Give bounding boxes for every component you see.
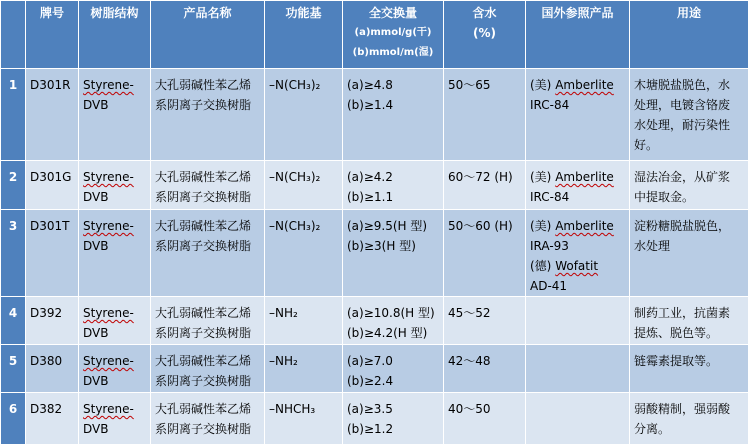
- structure-line: Styrene-: [83, 303, 146, 323]
- foreign-brand: Amberlite: [555, 170, 614, 184]
- cell-brand: D301G: [26, 161, 79, 210]
- capacity-line: (a)≥9.5(H 型): [347, 216, 439, 236]
- product-name-line: 系阴离子交换树脂: [155, 95, 260, 115]
- usage-line: 弱酸精制，强弱酸: [634, 399, 744, 419]
- foreign-brand: Wofatit: [555, 259, 598, 273]
- cell-usage: [630, 345, 748, 393]
- cell-foreign-product: [526, 345, 630, 393]
- foreign-product-line: [530, 187, 625, 207]
- capacity-line: (a)≥10.8(H 型): [347, 303, 439, 323]
- foreign-product-line: [530, 167, 625, 187]
- usage-line: 中提取金。: [634, 187, 744, 207]
- cell-foreign-product: [526, 210, 630, 297]
- structure-line: Styrene-: [83, 351, 146, 371]
- header-capacity-b: (b)mmol/m(湿): [347, 43, 439, 63]
- table-row: [1, 210, 748, 297]
- cell-water-content: 45～52: [444, 297, 526, 345]
- table-row: [1, 345, 748, 393]
- foreign-origin: (美): [530, 170, 551, 184]
- cell-water-content: 60～72 (H): [444, 161, 526, 210]
- cell-water-content: 50～60 (H): [444, 210, 526, 297]
- usage-line: 水处理: [634, 236, 744, 256]
- cell-usage: [630, 69, 748, 161]
- structure-line: DVB: [83, 323, 146, 343]
- cell-product-name: [151, 210, 265, 297]
- header-capacity-a: (a)mmol/g(干): [347, 23, 439, 43]
- cell-brand: D382: [26, 393, 79, 445]
- capacity-line: (b)≥1.2: [347, 419, 439, 439]
- capacity-line: (b)≥2.4: [347, 371, 439, 391]
- product-name-line: 系阴离子交换树脂: [155, 187, 260, 207]
- header-index: [1, 1, 26, 69]
- foreign-brand: Amberlite: [555, 219, 614, 233]
- table-header-row: [1, 1, 748, 69]
- foreign-product-line: [530, 75, 625, 95]
- structure-line: Styrene-: [83, 167, 146, 187]
- foreign-product-line: [530, 95, 625, 115]
- cell-structure: [79, 69, 151, 161]
- product-name-line: 系阴离子交换树脂: [155, 236, 260, 256]
- header-usage: 用途: [630, 1, 748, 69]
- row-index: 3: [1, 210, 26, 297]
- cell-foreign-product: [526, 161, 630, 210]
- cell-product-name: [151, 345, 265, 393]
- cell-structure: [79, 210, 151, 297]
- cell-brand: D301R: [26, 69, 79, 161]
- structure-line: Styrene-: [83, 216, 146, 236]
- row-index: 6: [1, 393, 26, 445]
- row-index: 1: [1, 69, 26, 161]
- row-index: 5: [1, 345, 26, 393]
- table-row: [1, 161, 748, 210]
- row-index: 2: [1, 161, 26, 210]
- foreign-origin: (美): [530, 78, 551, 92]
- capacity-line: (a)≥7.0: [347, 351, 439, 371]
- cell-product-name: [151, 69, 265, 161]
- structure-line: DVB: [83, 371, 146, 391]
- header-foreign-product: 国外参照产品: [526, 1, 630, 69]
- cell-structure: [79, 345, 151, 393]
- usage-line: 提炼、脱色等。: [634, 323, 744, 343]
- usage-line: 好。: [634, 135, 744, 155]
- foreign-origin: IRA-93: [530, 239, 569, 253]
- cell-usage: [630, 297, 748, 345]
- usage-line: 淀粉糖脱盐脱色，: [634, 216, 744, 236]
- cell-exchange-capacity: [343, 297, 444, 345]
- cell-exchange-capacity: [343, 69, 444, 161]
- product-name-line: 大孔弱碱性苯乙烯: [155, 167, 260, 187]
- row-index: 4: [1, 297, 26, 345]
- capacity-line: (a)≥4.8: [347, 75, 439, 95]
- product-name-line: 系阴离子交换树脂: [155, 419, 260, 439]
- foreign-origin: IRC-84: [530, 98, 569, 112]
- foreign-origin: (美): [530, 219, 551, 233]
- usage-line: 链霉素提取等。: [634, 351, 744, 371]
- header-water-unit: (%): [448, 23, 521, 43]
- foreign-origin: IRC-84: [530, 190, 569, 204]
- header-structure: 树脂结构: [79, 1, 151, 69]
- structure-line: DVB: [83, 187, 146, 207]
- usage-line: 分离。: [634, 419, 744, 439]
- cell-product-name: [151, 393, 265, 445]
- cell-functional-group: –NHCH₃: [265, 393, 343, 445]
- product-name-line: 系阴离子交换树脂: [155, 323, 260, 343]
- structure-line: DVB: [83, 95, 146, 115]
- header-product-name: 产品名称: [151, 1, 265, 69]
- product-name-line: 大孔弱碱性苯乙烯: [155, 399, 260, 419]
- cell-foreign-product: [526, 393, 630, 445]
- structure-line: Styrene-: [83, 399, 146, 419]
- cell-water-content: 42～48: [444, 345, 526, 393]
- header-capacity-title: 全交换量: [347, 3, 439, 23]
- header-water-title: 含水: [448, 3, 521, 23]
- cell-exchange-capacity: [343, 393, 444, 445]
- usage-line: 制药工业，抗菌素: [634, 303, 744, 323]
- cell-brand: D380: [26, 345, 79, 393]
- header-exchange-capacity: [343, 1, 444, 69]
- cell-water-content: 50～65: [444, 69, 526, 161]
- cell-brand: D392: [26, 297, 79, 345]
- cell-functional-group: –NH₂: [265, 297, 343, 345]
- cell-functional-group: –N(CH₃)₂: [265, 69, 343, 161]
- cell-structure: [79, 161, 151, 210]
- capacity-line: (b)≥4.2(H 型): [347, 323, 439, 343]
- structure-line: DVB: [83, 419, 146, 439]
- usage-line: 湿法冶金，从矿浆: [634, 167, 744, 187]
- cell-usage: [630, 393, 748, 445]
- header-brand: 牌号: [26, 1, 79, 69]
- cell-functional-group: –NH₂: [265, 345, 343, 393]
- product-name-line: 大孔弱碱性苯乙烯: [155, 75, 260, 95]
- foreign-product-line: [530, 276, 625, 296]
- cell-foreign-product: [526, 297, 630, 345]
- foreign-product-line: [530, 216, 625, 236]
- cell-exchange-capacity: [343, 210, 444, 297]
- cell-functional-group: –N(CH₃)₂: [265, 210, 343, 297]
- usage-line: 处理，电镀含铬废: [634, 95, 744, 115]
- usage-line: 水处理，耐污染性: [634, 115, 744, 135]
- capacity-line: (b)≥1.4: [347, 95, 439, 115]
- structure-line: Styrene-: [83, 75, 146, 95]
- structure-line: DVB: [83, 236, 146, 256]
- capacity-line: (b)≥3(H 型): [347, 236, 439, 256]
- cell-usage: [630, 161, 748, 210]
- cell-brand: D301T: [26, 210, 79, 297]
- capacity-line: (a)≥4.2: [347, 167, 439, 187]
- cell-structure: [79, 393, 151, 445]
- cell-product-name: [151, 161, 265, 210]
- foreign-origin: (德): [530, 259, 551, 273]
- cell-water-content: 40～50: [444, 393, 526, 445]
- capacity-line: (b)≥1.1: [347, 187, 439, 207]
- product-name-line: 系阴离子交换树脂: [155, 371, 260, 391]
- cell-product-name: [151, 297, 265, 345]
- cell-exchange-capacity: [343, 345, 444, 393]
- table-row: [1, 69, 748, 161]
- table-row: [1, 393, 748, 445]
- table-row: [1, 297, 748, 345]
- cell-functional-group: –N(CH₃)₂: [265, 161, 343, 210]
- usage-line: 木塘脱盐脱色，水: [634, 75, 744, 95]
- foreign-brand: Amberlite: [555, 78, 614, 92]
- cell-foreign-product: [526, 69, 630, 161]
- foreign-product-line: [530, 256, 625, 276]
- header-functional-group: 功能基: [265, 1, 343, 69]
- header-water-content: [444, 1, 526, 69]
- cell-exchange-capacity: [343, 161, 444, 210]
- table-body: [1, 69, 748, 445]
- cell-usage: [630, 210, 748, 297]
- product-name-line: 大孔弱碱性苯乙烯: [155, 216, 260, 236]
- product-name-line: 大孔弱碱性苯乙烯: [155, 351, 260, 371]
- cell-structure: [79, 297, 151, 345]
- foreign-origin: AD-41: [530, 279, 567, 293]
- product-name-line: 大孔弱碱性苯乙烯: [155, 303, 260, 323]
- foreign-product-line: [530, 236, 625, 256]
- capacity-line: (a)≥3.5: [347, 399, 439, 419]
